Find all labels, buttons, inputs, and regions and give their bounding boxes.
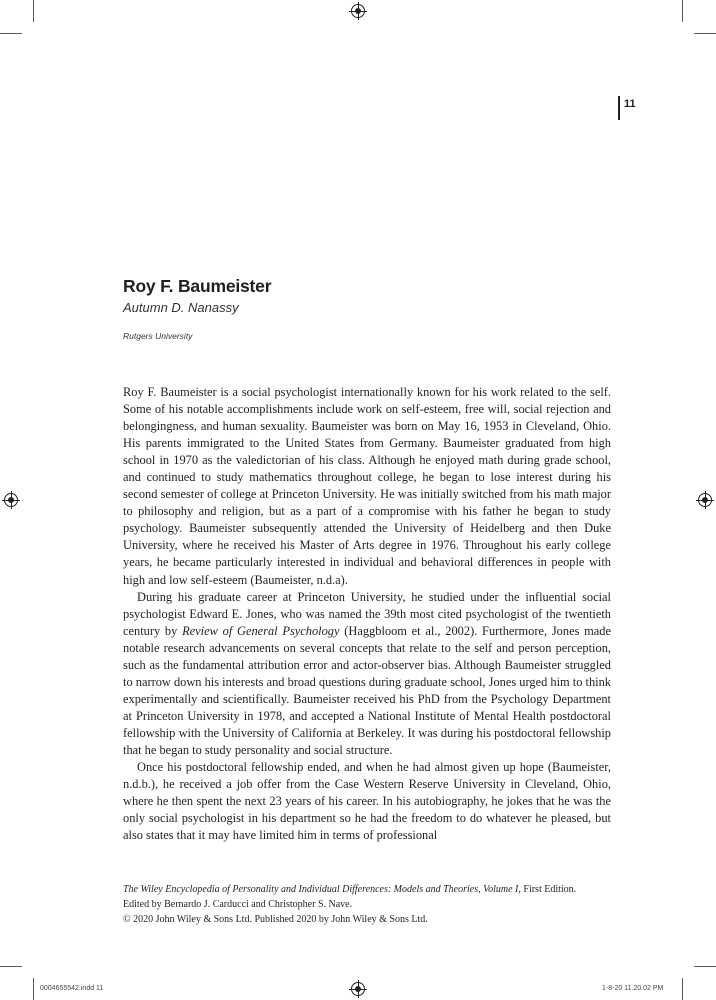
footer-editors: Edited by Bernardo J. Carducci and Christopher S. Nave. <box>123 899 353 910</box>
paragraph: Once his postdoctoral fellowship ended, and when he had almost given up hope (Baumeister, n.d.b.), he received a job offer from the Case Western Reserve University in Cleveland, Ohio, where he then spent the next 23 years of his career. In his autobiography, he jokes that he was the only social psychologist in his department so he had the freedom to do whatever he pleased, but also states that it may have limited him in terms of professional <box>123 760 611 843</box>
crop-mark <box>0 33 22 34</box>
entry-author: Autumn D. Nanassy <box>123 300 239 315</box>
registration-mark-icon <box>698 493 712 507</box>
paragraph: During his graduate career at Princeton University, he studied under the influential social psychologist Edward E. Jones, who was named the 39th most cited psychologist of the twentieth century by Review of General Psychology (Haggbloom et al., 2002). Furthermore, Jones made notable research advancements on several concepts that relate to the self and person perception, such as the fundamental attribution error and actor-observer bias. Although Baumeister struggled to narrow down his interests and broad questions during graduate school, Jones urged him to think experimentally and scientifically. Baumeister received his PhD from the Psychology Department at Princeton University in 1978, and accepted a National Institute of Mental Health postdoctoral fellowship with the University of California at Berkeley. It was during his postdoctoral fellowship that he began to study personality and social structure. <box>123 589 611 757</box>
crop-mark <box>694 966 716 967</box>
entry-affiliation: Rutgers University <box>123 331 193 341</box>
footer-copyright: © 2020 John Wiley & Sons Ltd. Published 2020 by John Wiley & Sons Ltd. <box>123 914 428 925</box>
article-body <box>123 384 611 844</box>
crop-mark <box>682 978 683 1000</box>
publication-footer <box>123 882 623 927</box>
crop-mark <box>682 0 683 22</box>
crop-mark <box>694 33 716 34</box>
registration-mark-icon <box>4 493 18 507</box>
registration-mark-icon <box>351 982 365 996</box>
entry-title: Roy F. Baumeister <box>123 276 272 296</box>
journal-title: Review of General Psychology <box>182 623 340 638</box>
book-title: The Wiley Encyclopedia of Personality and Individual Differences: Models and Theories, Volume I <box>123 884 519 895</box>
crop-mark <box>0 966 22 967</box>
registration-mark-icon <box>351 4 365 18</box>
page-number: 11 <box>624 98 636 110</box>
crop-mark <box>33 978 34 1000</box>
crop-mark <box>33 0 34 22</box>
paragraph: Roy F. Baumeister is a social psychologist internationally known for his work related to the self. Some of his notable accomplishments include work on self-esteem, free will, social rejection and belongingness, and human sexuality. Baumeister was born on May 16, 1953 in Cleveland, Ohio. His parents immigrated to the United States from Germany. Baumeister graduated from high school in 1970 as the valedictorian of his class. Although he enjoyed math during grade school, and continued to study mathematics throughout college, he began to lose interest during his second semester of college at Princeton University. He was initially switched from his math major to philosophy and religion, but as a part of a compromise with his father he began to study psychology. Baumeister subsequently attended the University of Heidelberg and then Duke University, where he received his Master of Arts degree in 1976. Throughout his early college years, he became particularly interested in individual and behavioral differences in people with high and low self-esteem (Baumeister, n.d.a). <box>123 385 611 587</box>
slug-datetime: 1-8-20 11.20.02 PM <box>602 985 664 992</box>
footer-citation: The Wiley Encyclopedia of Personality and Individual Differences: Models and Theories, Volume I, First Edition. <box>123 884 577 895</box>
page-number-rule <box>618 96 620 120</box>
slug-filename: 0004655542.indd 11 <box>40 985 104 992</box>
